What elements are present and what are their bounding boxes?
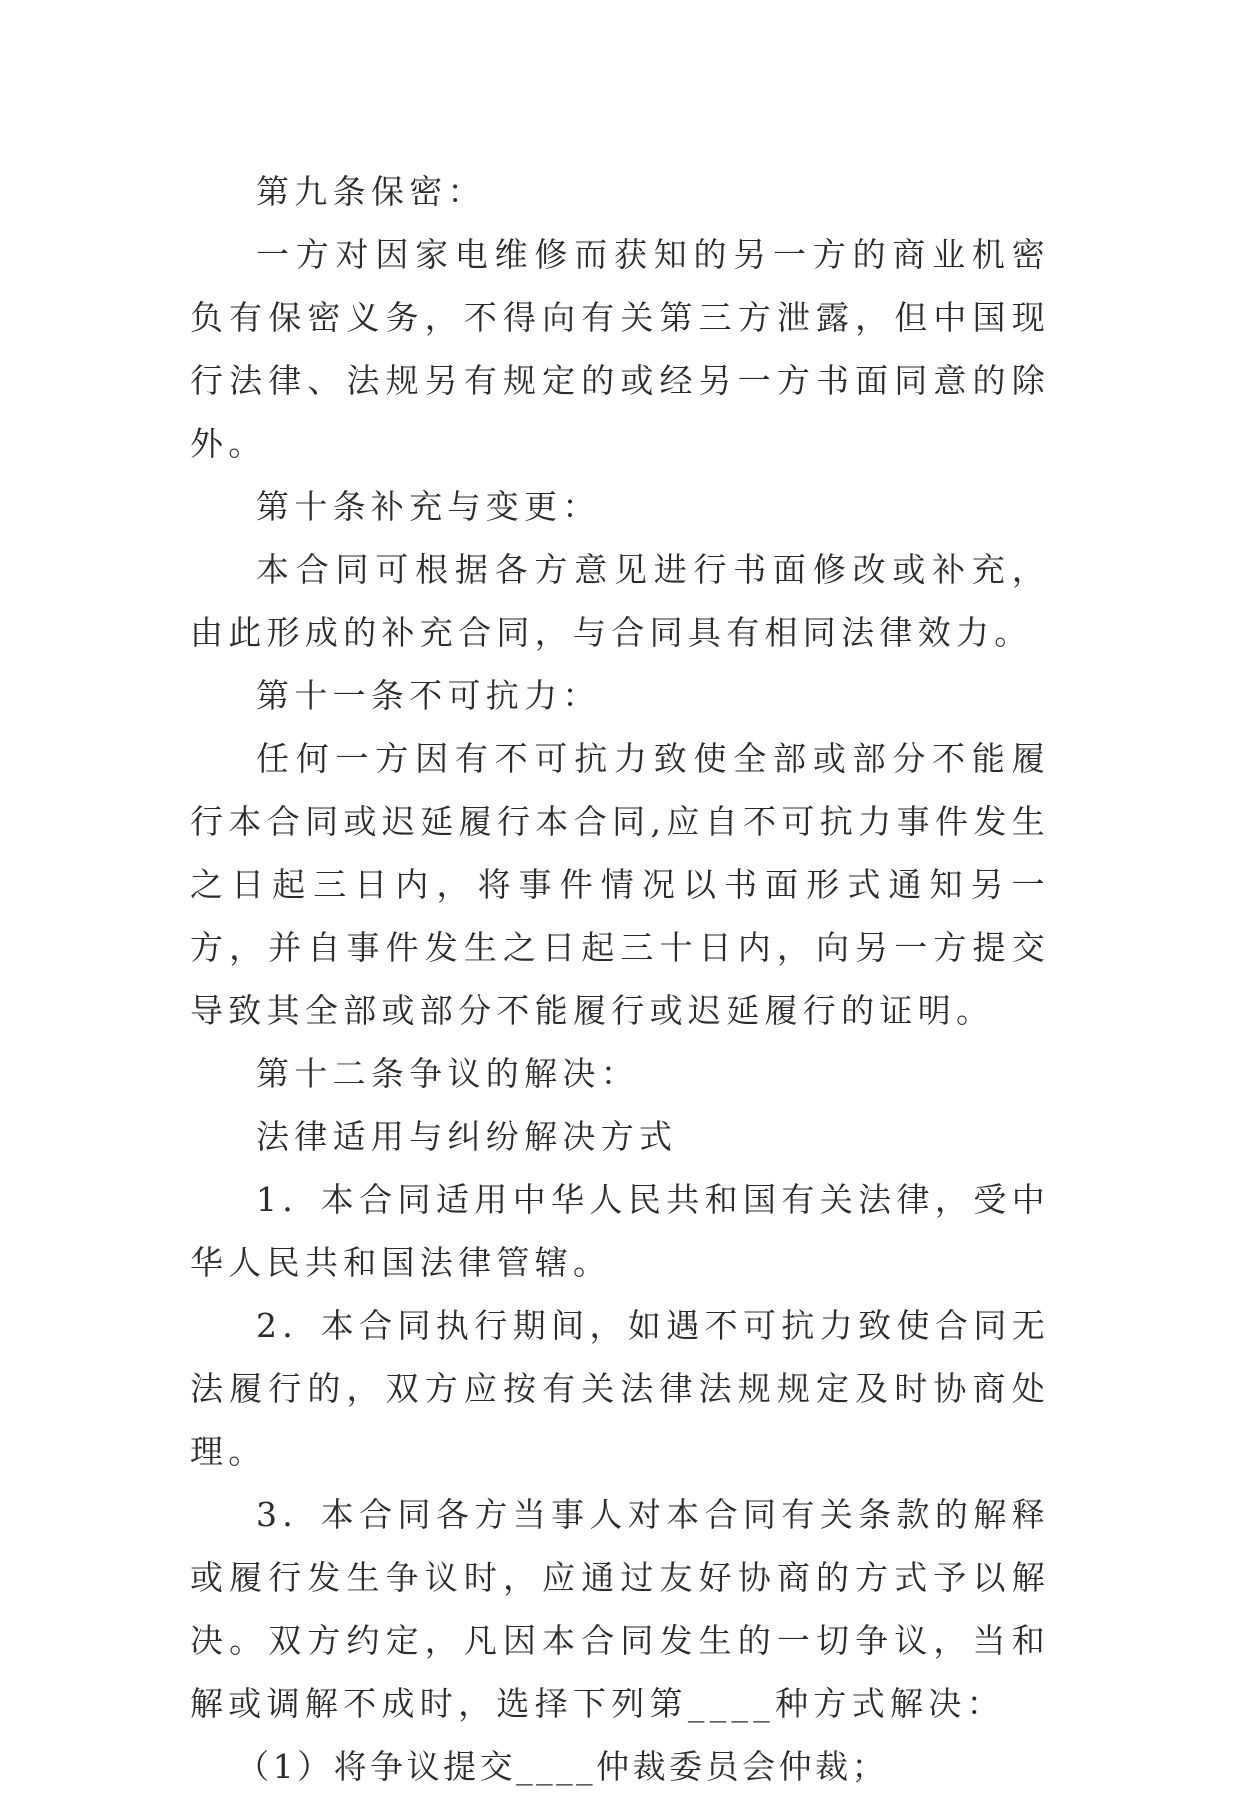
document-body: [190, 160, 1050, 1798]
article-10-heading: 第十条补充与变更：: [256, 487, 601, 526]
article-11-text: 任何一方因有不可抗力致使全部或部分不能履行本合同或迟延履行本合同,应自不可抗力事件发生之日起三日内，将事件情况以书面形式通知另一方，并自事件发生之日起三十日内，向另一方提交导致其全部或部分不能履行或迟延履行的证明。: [190, 739, 1050, 1030]
article-12-heading: 第十二条争议的解决：: [256, 1054, 639, 1093]
article-9-heading: 第九条保密：: [256, 172, 486, 211]
article-12-clause-3: 3．本合同各方当事人对本合同有关条款的解释或履行发生争议时，应通过友好协商的方式予以解决。双方约定，凡因本合同发生的一切争议，当和解或调解不成时，选择下列第____种方式解决：: [190, 1495, 1050, 1723]
article-12-subheading: 法律适用与纠纷解决方式: [256, 1117, 678, 1156]
article-11-heading: 第十一条不可抗力：: [256, 676, 601, 715]
article-9-text: 一方对因家电维修而获知的另一方的商业机密负有保密义务，不得向有关第三方泄露，但中国现行法律、法规另有规定的或经另一方书面同意的除外。: [190, 235, 1050, 463]
article-10-text: 本合同可根据各方意见进行书面修改或补充，由此形成的补充合同，与合同具有相同法律效力。: [190, 550, 1050, 652]
article-12-option-1: （1）将争议提交____仲裁委员会仲裁；: [236, 1747, 889, 1786]
article-12-clause-1: 1．本合同适用中华人民共和国有关法律，受中华人民共和国法律管辖。: [190, 1180, 1050, 1282]
article-12-clause-2: 2．本合同执行期间，如遇不可抗力致使合同无法履行的，双方应按有关法律法规规定及时协商处理。: [190, 1306, 1050, 1471]
